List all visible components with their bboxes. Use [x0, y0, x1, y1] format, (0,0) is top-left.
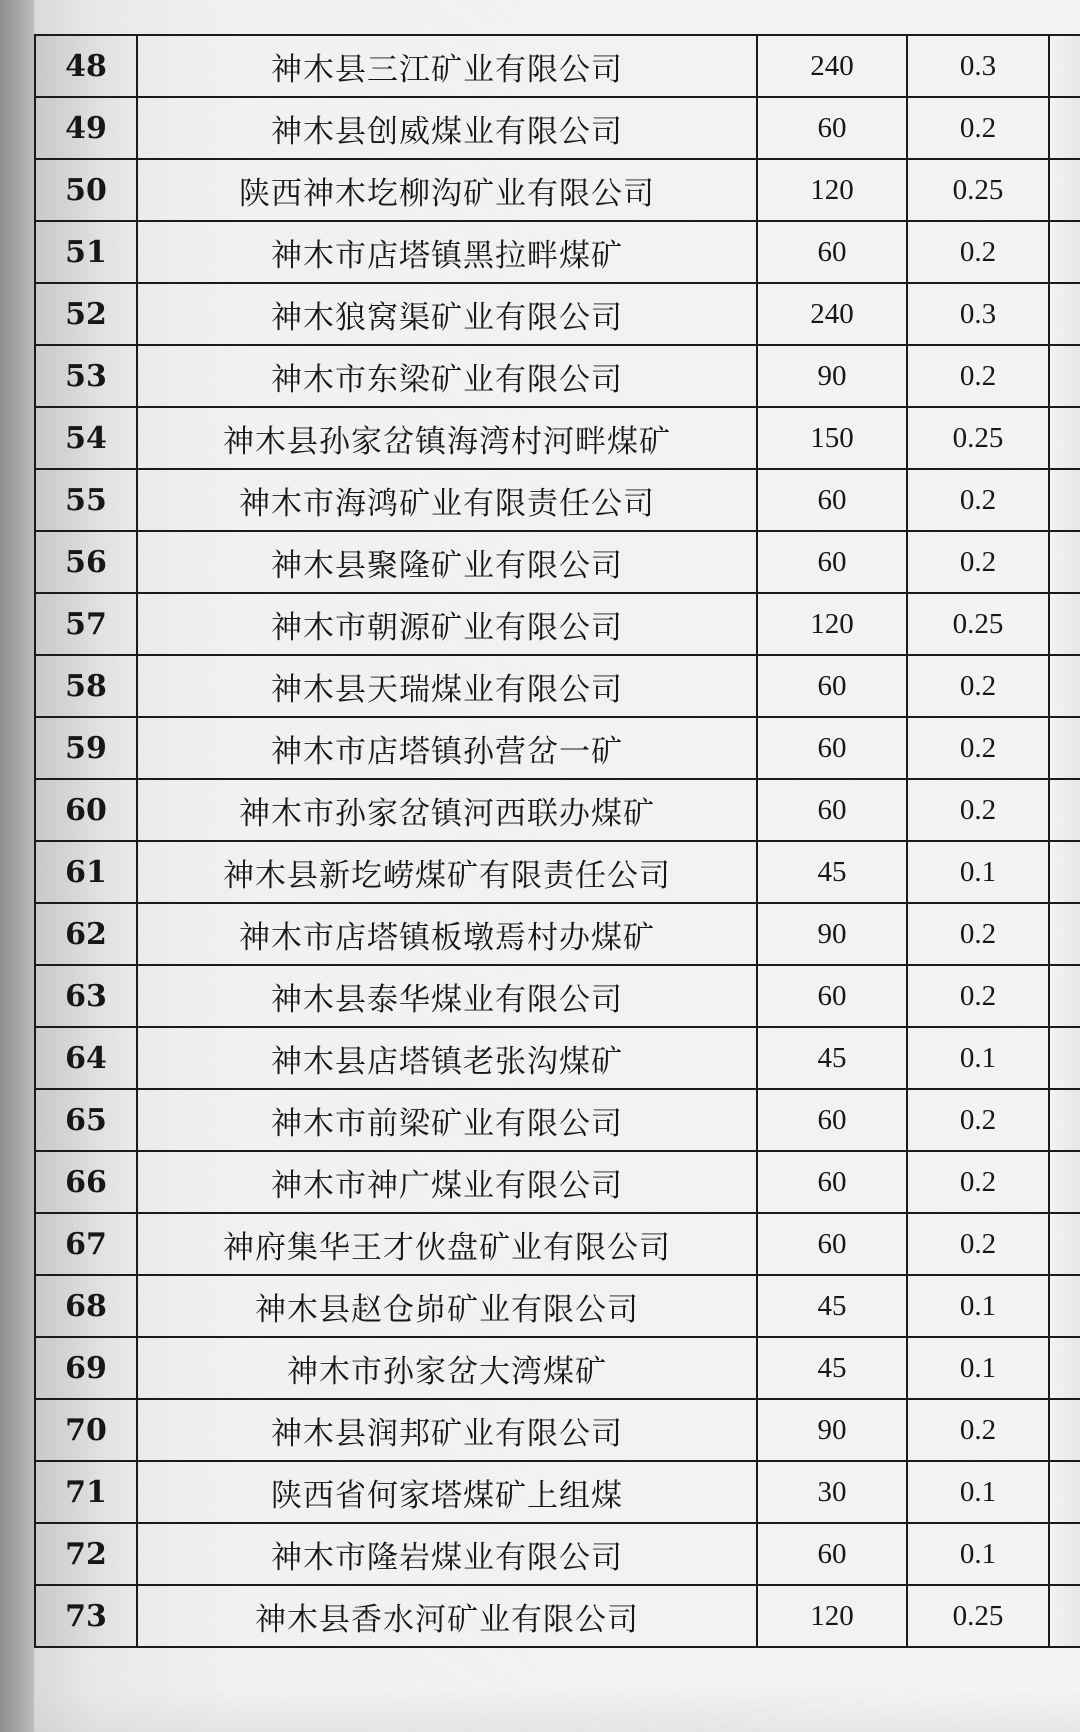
- table-row: [35, 283, 1080, 345]
- table-row: [35, 531, 1080, 593]
- company-name-cell: 神木狼窝渠矿业有限公司: [137, 283, 757, 345]
- table-row: [35, 407, 1080, 469]
- blank-cell: [1049, 1337, 1080, 1399]
- table-row: [35, 345, 1080, 407]
- table-row: [35, 1151, 1080, 1213]
- capacity-cell: 60: [757, 1089, 907, 1151]
- table-row: [35, 221, 1080, 283]
- blank-cell: [1049, 1089, 1080, 1151]
- blank-cell: [1049, 655, 1080, 717]
- table-row: [35, 1275, 1080, 1337]
- blank-cell: [1049, 1461, 1080, 1523]
- rate-cell: 0.3: [907, 283, 1049, 345]
- capacity-cell: 45: [757, 1337, 907, 1399]
- rate-cell: 0.25: [907, 593, 1049, 655]
- rate-cell: 0.2: [907, 221, 1049, 283]
- rate-cell: 0.2: [907, 469, 1049, 531]
- table-row: [35, 35, 1080, 97]
- row-number-cell: 70: [35, 1399, 137, 1461]
- rate-cell: 0.1: [907, 841, 1049, 903]
- company-name-cell: 神木市前梁矿业有限公司: [137, 1089, 757, 1151]
- rate-cell: 0.3: [907, 35, 1049, 97]
- blank-cell: [1049, 407, 1080, 469]
- company-name-cell: 陕西神木圪柳沟矿业有限公司: [137, 159, 757, 221]
- table-row: [35, 1399, 1080, 1461]
- table-row: [35, 779, 1080, 841]
- table-row: [35, 655, 1080, 717]
- table-row: [35, 1337, 1080, 1399]
- company-name-cell: 神木市隆岩煤业有限公司: [137, 1523, 757, 1585]
- rate-cell: 0.2: [907, 779, 1049, 841]
- company-name-cell: 神木县聚隆矿业有限公司: [137, 531, 757, 593]
- capacity-cell: 60: [757, 469, 907, 531]
- blank-cell: [1049, 593, 1080, 655]
- company-name-cell: 神木县润邦矿业有限公司: [137, 1399, 757, 1461]
- table-row: [35, 1089, 1080, 1151]
- blank-cell: [1049, 469, 1080, 531]
- capacity-cell: 45: [757, 1027, 907, 1089]
- company-name-cell: 神木县新圪崂煤矿有限责任公司: [137, 841, 757, 903]
- company-name-cell: 神木市神广煤业有限公司: [137, 1151, 757, 1213]
- blank-cell: [1049, 159, 1080, 221]
- rate-cell: 0.2: [907, 655, 1049, 717]
- capacity-cell: 60: [757, 965, 907, 1027]
- capacity-cell: 60: [757, 1523, 907, 1585]
- rate-cell: 0.2: [907, 1213, 1049, 1275]
- rate-cell: 0.2: [907, 1089, 1049, 1151]
- rate-cell: 0.2: [907, 97, 1049, 159]
- blank-cell: [1049, 97, 1080, 159]
- company-name-cell: 神木市孙家岔大湾煤矿: [137, 1337, 757, 1399]
- company-name-cell: 神木县赵仓峁矿业有限公司: [137, 1275, 757, 1337]
- company-name-cell: 神木县三江矿业有限公司: [137, 35, 757, 97]
- blank-cell: [1049, 1275, 1080, 1337]
- blank-cell: [1049, 1523, 1080, 1585]
- table-row: [35, 593, 1080, 655]
- blank-cell: [1049, 717, 1080, 779]
- row-number-cell: 69: [35, 1337, 137, 1399]
- row-number-cell: 50: [35, 159, 137, 221]
- blank-cell: [1049, 779, 1080, 841]
- table-row: [35, 469, 1080, 531]
- rate-cell: 0.1: [907, 1523, 1049, 1585]
- rate-cell: 0.1: [907, 1461, 1049, 1523]
- company-name-cell: 神木市朝源矿业有限公司: [137, 593, 757, 655]
- row-number-cell: 65: [35, 1089, 137, 1151]
- rate-cell: 0.25: [907, 1585, 1049, 1647]
- row-number-cell: 64: [35, 1027, 137, 1089]
- row-number-cell: 57: [35, 593, 137, 655]
- table-row: [35, 841, 1080, 903]
- rate-cell: 0.2: [907, 965, 1049, 1027]
- row-number-cell: 58: [35, 655, 137, 717]
- table-row: [35, 1523, 1080, 1585]
- table-row: [35, 97, 1080, 159]
- blank-cell: [1049, 531, 1080, 593]
- blank-cell: [1049, 221, 1080, 283]
- capacity-cell: 30: [757, 1461, 907, 1523]
- company-name-cell: 神木市店塔镇黑拉畔煤矿: [137, 221, 757, 283]
- row-number-cell: 68: [35, 1275, 137, 1337]
- blank-cell: [1049, 35, 1080, 97]
- capacity-cell: 45: [757, 841, 907, 903]
- company-name-cell: 神木县天瑞煤业有限公司: [137, 655, 757, 717]
- rate-cell: 0.1: [907, 1337, 1049, 1399]
- rate-cell: 0.25: [907, 407, 1049, 469]
- company-name-cell: 陕西省何家塔煤矿上组煤: [137, 1461, 757, 1523]
- row-number-cell: 54: [35, 407, 137, 469]
- table-row: [35, 1027, 1080, 1089]
- rate-cell: 0.2: [907, 1151, 1049, 1213]
- row-number-cell: 66: [35, 1151, 137, 1213]
- row-number-cell: 59: [35, 717, 137, 779]
- capacity-cell: 60: [757, 1151, 907, 1213]
- mine-list-table: [34, 34, 1080, 1648]
- row-number-cell: 71: [35, 1461, 137, 1523]
- row-number-cell: 55: [35, 469, 137, 531]
- rate-cell: 0.2: [907, 717, 1049, 779]
- blank-cell: [1049, 1027, 1080, 1089]
- row-number-cell: 48: [35, 35, 137, 97]
- blank-cell: [1049, 345, 1080, 407]
- blank-cell: [1049, 1151, 1080, 1213]
- blank-cell: [1049, 841, 1080, 903]
- blank-cell: [1049, 1585, 1080, 1647]
- capacity-cell: 90: [757, 1399, 907, 1461]
- blank-cell: [1049, 1213, 1080, 1275]
- capacity-cell: 150: [757, 407, 907, 469]
- company-name-cell: 神木市海鸿矿业有限责任公司: [137, 469, 757, 531]
- table-row: [35, 1213, 1080, 1275]
- blank-cell: [1049, 965, 1080, 1027]
- table-row: [35, 903, 1080, 965]
- capacity-cell: 60: [757, 717, 907, 779]
- row-number-cell: 73: [35, 1585, 137, 1647]
- table-row: [35, 1461, 1080, 1523]
- capacity-cell: 60: [757, 1213, 907, 1275]
- company-name-cell: 神木县创威煤业有限公司: [137, 97, 757, 159]
- rate-cell: 0.2: [907, 345, 1049, 407]
- table-row: [35, 965, 1080, 1027]
- capacity-cell: 240: [757, 35, 907, 97]
- blank-cell: [1049, 283, 1080, 345]
- capacity-cell: 120: [757, 593, 907, 655]
- row-number-cell: 52: [35, 283, 137, 345]
- table-row: [35, 1585, 1080, 1647]
- company-name-cell: 神木市店塔镇板墩焉村办煤矿: [137, 903, 757, 965]
- row-number-cell: 67: [35, 1213, 137, 1275]
- rate-cell: 0.2: [907, 903, 1049, 965]
- capacity-cell: 45: [757, 1275, 907, 1337]
- blank-cell: [1049, 903, 1080, 965]
- capacity-cell: 90: [757, 903, 907, 965]
- rate-cell: 0.2: [907, 1399, 1049, 1461]
- company-name-cell: 神木市东梁矿业有限公司: [137, 345, 757, 407]
- capacity-cell: 60: [757, 531, 907, 593]
- company-name-cell: 神木县香水河矿业有限公司: [137, 1585, 757, 1647]
- capacity-cell: 60: [757, 97, 907, 159]
- company-name-cell: 神木市孙家岔镇河西联办煤矿: [137, 779, 757, 841]
- capacity-cell: 60: [757, 221, 907, 283]
- capacity-cell: 120: [757, 159, 907, 221]
- capacity-cell: 60: [757, 655, 907, 717]
- row-number-cell: 51: [35, 221, 137, 283]
- row-number-cell: 63: [35, 965, 137, 1027]
- rate-cell: 0.1: [907, 1027, 1049, 1089]
- company-name-cell: 神府集华王才伙盘矿业有限公司: [137, 1213, 757, 1275]
- table-row: [35, 159, 1080, 221]
- rate-cell: 0.1: [907, 1275, 1049, 1337]
- rate-cell: 0.2: [907, 531, 1049, 593]
- table-row: [35, 717, 1080, 779]
- company-name-cell: 神木县店塔镇老张沟煤矿: [137, 1027, 757, 1089]
- row-number-cell: 60: [35, 779, 137, 841]
- row-number-cell: 61: [35, 841, 137, 903]
- capacity-cell: 90: [757, 345, 907, 407]
- blank-cell: [1049, 1399, 1080, 1461]
- capacity-cell: 120: [757, 1585, 907, 1647]
- company-name-cell: 神木县孙家岔镇海湾村河畔煤矿: [137, 407, 757, 469]
- row-number-cell: 53: [35, 345, 137, 407]
- capacity-cell: 240: [757, 283, 907, 345]
- company-name-cell: 神木市店塔镇孙营岔一矿: [137, 717, 757, 779]
- capacity-cell: 60: [757, 779, 907, 841]
- company-name-cell: 神木县泰华煤业有限公司: [137, 965, 757, 1027]
- row-number-cell: 72: [35, 1523, 137, 1585]
- rate-cell: 0.25: [907, 159, 1049, 221]
- row-number-cell: 49: [35, 97, 137, 159]
- row-number-cell: 56: [35, 531, 137, 593]
- row-number-cell: 62: [35, 903, 137, 965]
